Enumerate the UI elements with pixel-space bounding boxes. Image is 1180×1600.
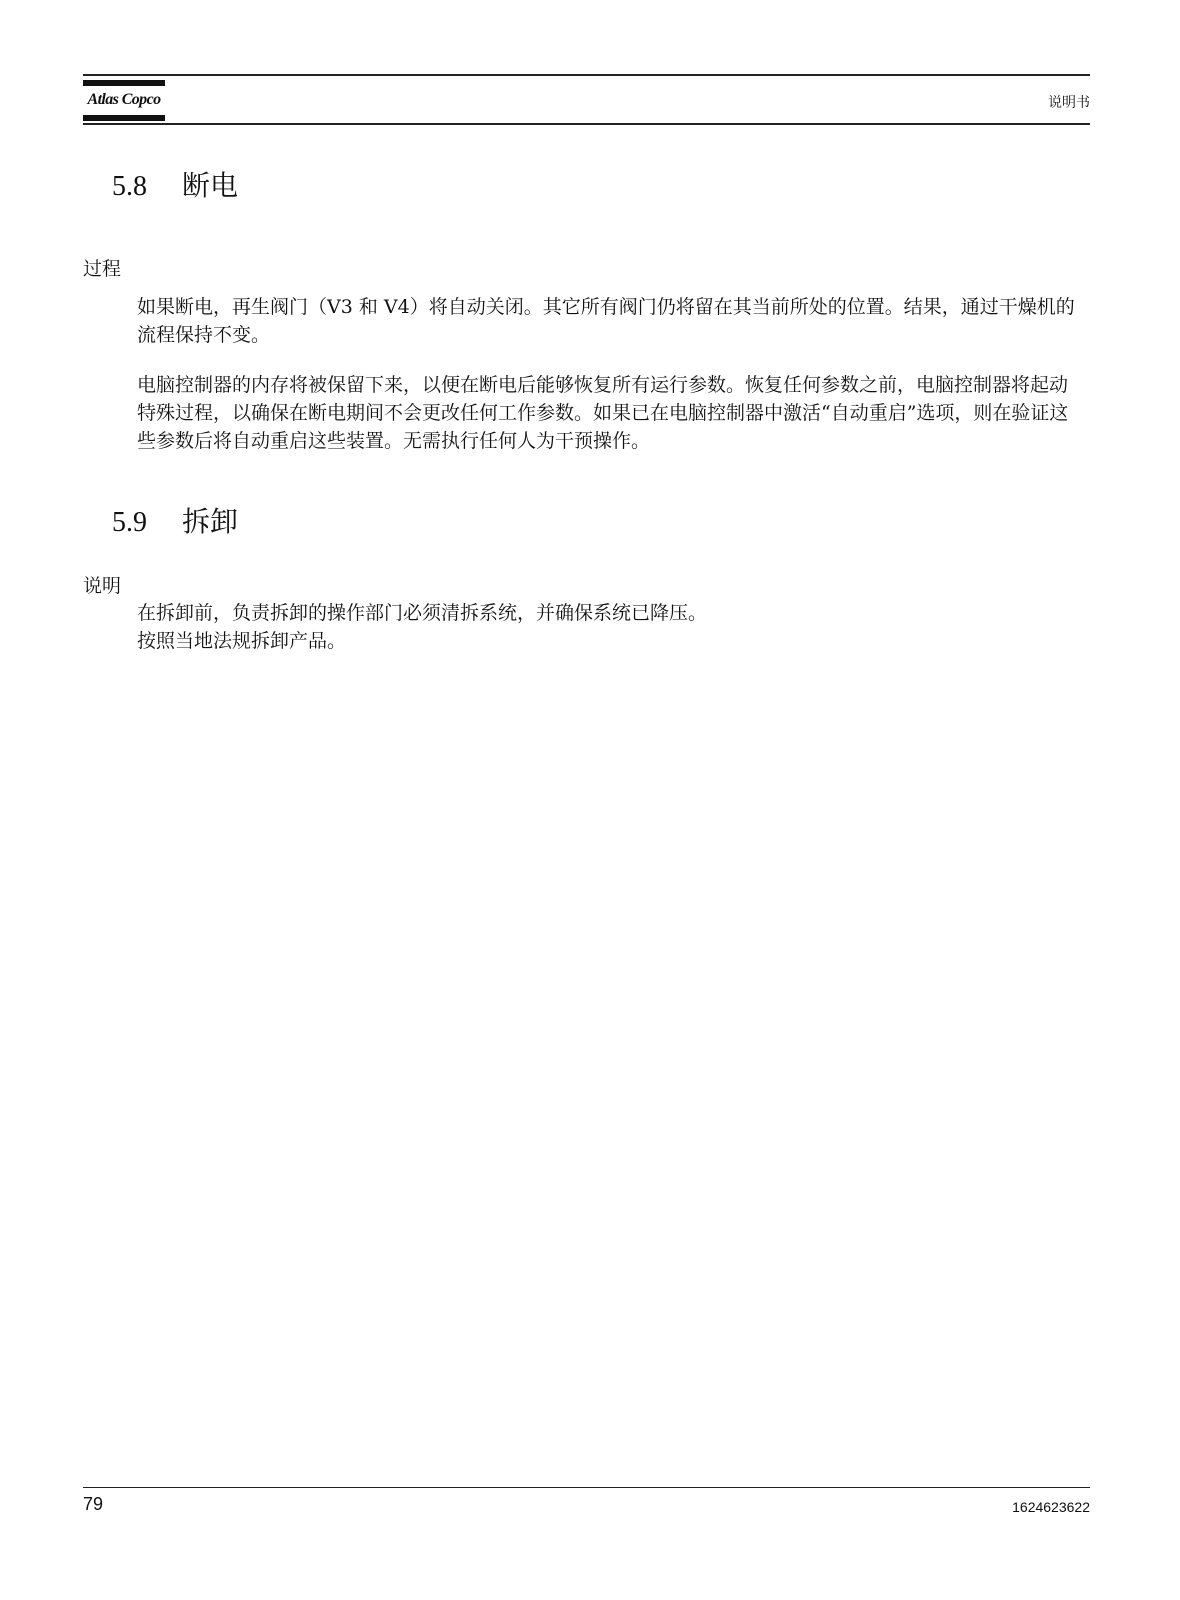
section-title: 拆卸 xyxy=(182,505,239,538)
atlas-copco-logo xyxy=(83,80,165,121)
section-number: 5.8 xyxy=(112,171,147,202)
document-type-label: 说明书 xyxy=(1048,95,1090,111)
paragraph: 电脑控制器的内存将被保留下来，以便在断电后能够恢复所有运行参数。恢复任何参数之前，电脑控制器将起动特殊过程，以确保在断电期间不会更改任何工作参数。如果已在电脑控制器中激活“自动重启”选项，则在验证这些参数后将自动重启这些装置。无需执行任何人为干预操作。 xyxy=(137,374,1069,452)
footer-rule xyxy=(83,1487,1090,1488)
header-bottom-rule xyxy=(83,123,1090,125)
section-heading-dismantling xyxy=(112,504,238,541)
document-number: 1624623622 xyxy=(1012,1499,1090,1515)
page-number: 79 xyxy=(83,1494,104,1514)
logo-wordmark: Atlas Copco xyxy=(87,91,161,108)
subheading-procedure: 过程 xyxy=(83,258,122,280)
section-heading-power-failure xyxy=(112,168,238,205)
subheading-instructions: 说明 xyxy=(83,575,122,597)
logo-top-bar xyxy=(83,80,165,86)
paragraph: 按照当地法规拆卸产品。 xyxy=(137,630,347,652)
paragraph: 如果断电，再生阀门（V3 和 V4）将自动关闭。其它所有阀门仍将留在其当前所处的位置。结果，通过干燥机的流程保持不变。 xyxy=(137,296,1075,346)
header-top-rule xyxy=(83,74,1090,76)
section-number: 5.9 xyxy=(112,507,147,538)
section-title: 断电 xyxy=(182,169,239,202)
paragraph: 在拆卸前，负责拆卸的操作部门必须清拆系统，并确保系统已降压。 xyxy=(137,602,708,624)
logo-bottom-bar xyxy=(83,115,165,121)
